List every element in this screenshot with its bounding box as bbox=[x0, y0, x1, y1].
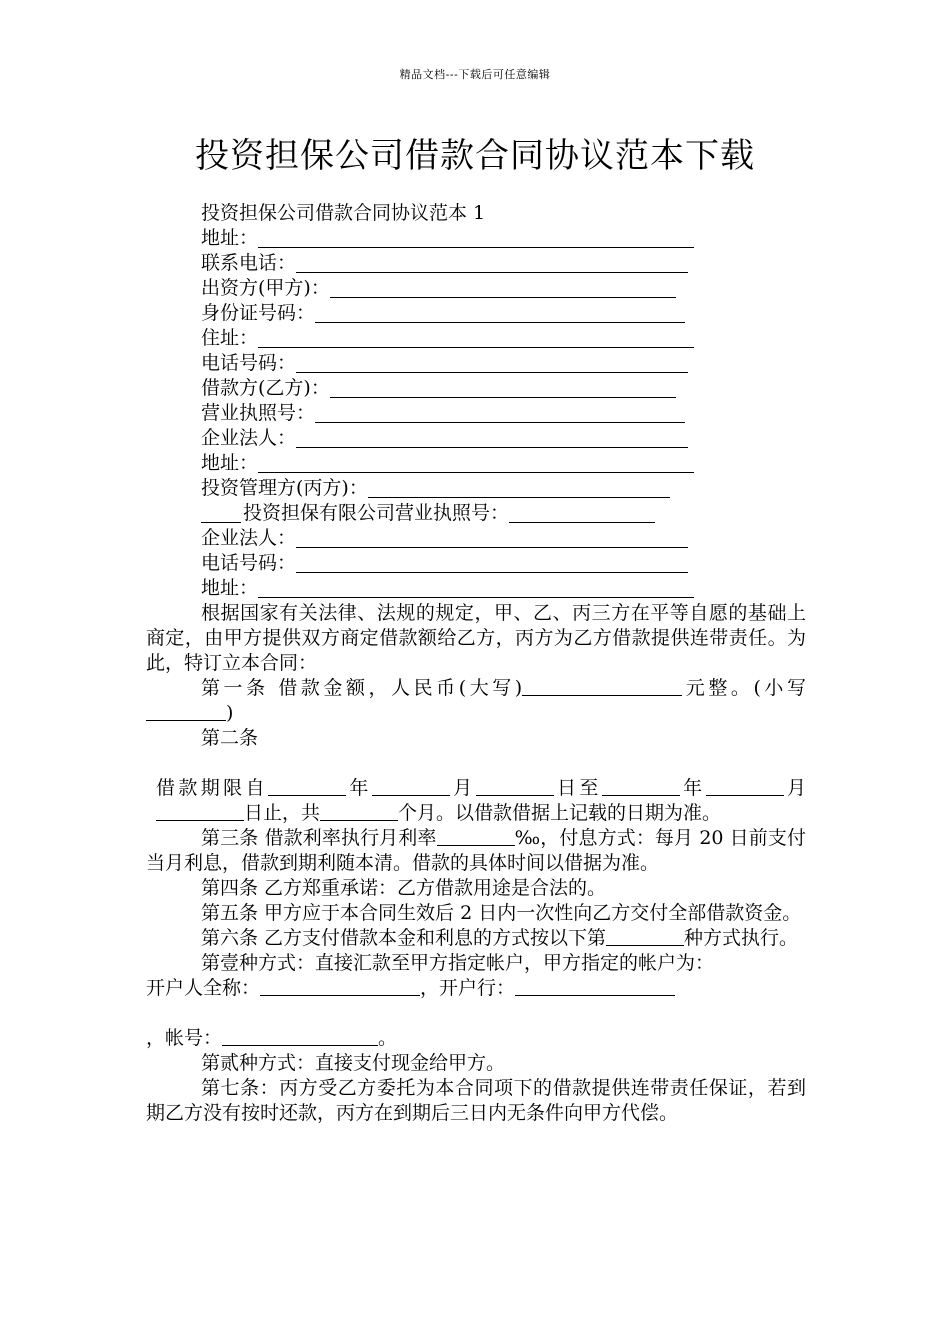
article-2-text: 日至 bbox=[553, 777, 602, 799]
article-2-text: 月 bbox=[783, 777, 806, 799]
article-2-text: 年 bbox=[345, 777, 372, 799]
field-label: 地址： bbox=[201, 577, 259, 599]
blank-line bbox=[296, 253, 688, 273]
article-1-text: ) bbox=[226, 702, 234, 724]
spacer bbox=[146, 1001, 806, 1026]
blank-line bbox=[296, 553, 688, 573]
account-holder-line bbox=[146, 976, 806, 1001]
method-1: 第壹种方式：直接汇款至甲方指定帐户，甲方指定的帐户为： bbox=[201, 952, 715, 974]
blank-line bbox=[258, 228, 694, 248]
blank-line bbox=[320, 802, 398, 821]
field-label: 地址： bbox=[201, 452, 259, 474]
blank-line bbox=[606, 927, 684, 946]
article-7: 第七条：丙方受乙方委托为本合同项下的借款提供连带责任保证，若到期乙方没有按时还款，丙方在到期后三日内无条件向甲方代偿。 bbox=[146, 1077, 806, 1124]
field-label: 投资管理方(丙方)： bbox=[201, 477, 368, 499]
account-text: ，帐号： bbox=[146, 1027, 223, 1049]
blank-line bbox=[201, 503, 241, 523]
field-id-number bbox=[201, 301, 806, 326]
field-legal-rep-c bbox=[201, 526, 806, 551]
field-party-a bbox=[201, 276, 806, 301]
subtitle-text: 投资担保公司借款合同协议范本 1 bbox=[201, 202, 486, 224]
field-label: 营业执照号： bbox=[201, 402, 316, 424]
blank-line bbox=[315, 303, 685, 323]
blank-line bbox=[146, 702, 226, 721]
field-address bbox=[201, 226, 806, 251]
article-2-text: 月 bbox=[449, 777, 476, 799]
article-6-text: 种方式执行。 bbox=[684, 927, 799, 949]
blank-line bbox=[258, 578, 694, 598]
blank-line bbox=[372, 777, 450, 796]
article-1-text: 第一条 借款金额，人民币(大写) bbox=[201, 677, 523, 699]
article-2 bbox=[146, 776, 806, 826]
field-contact-phone bbox=[201, 251, 806, 276]
article-6-text: 第六条 乙方支付借款本金和利息的方式按以下第 bbox=[201, 927, 607, 949]
article-4: 第四条 乙方郑重承诺：乙方借款用途是合法的。 bbox=[201, 877, 607, 899]
blank-line bbox=[330, 378, 676, 398]
field-label: 电话号码： bbox=[201, 552, 297, 574]
field-address-b bbox=[201, 451, 806, 476]
blank-line bbox=[222, 1027, 378, 1046]
blank-line bbox=[296, 428, 688, 448]
field-label: 出资方(甲方)： bbox=[201, 277, 330, 299]
blank-line bbox=[437, 827, 515, 846]
contract-subtitle bbox=[201, 198, 806, 226]
spacer bbox=[146, 751, 806, 776]
field-label: 借款方(乙方)： bbox=[201, 377, 330, 399]
article-3 bbox=[146, 826, 806, 876]
field-party-b bbox=[201, 376, 806, 401]
field-label: 企业法人： bbox=[201, 427, 297, 449]
field-business-license bbox=[201, 401, 806, 426]
article-1-text: 元整。(小写 bbox=[682, 677, 806, 699]
field-label: 投资担保有限公司营业执照号： bbox=[243, 502, 510, 524]
article-5: 第五条 甲方应于本合同生效后 2 日内一次性向乙方交付全部借款资金。 bbox=[201, 902, 802, 924]
field-party-c bbox=[201, 476, 806, 501]
account-text: ，开户行： bbox=[420, 977, 516, 999]
blank-line bbox=[509, 503, 655, 523]
field-address-c bbox=[201, 576, 806, 601]
blank-line bbox=[330, 278, 676, 298]
field-label: 住址： bbox=[201, 327, 259, 349]
blank-line bbox=[156, 802, 244, 821]
blank-line bbox=[296, 528, 688, 548]
field-label: 身份证号码： bbox=[201, 302, 316, 324]
party-info-block bbox=[146, 198, 806, 601]
document-body bbox=[146, 198, 806, 1126]
account-text: 。 bbox=[378, 1027, 398, 1049]
blank-line bbox=[315, 403, 685, 423]
field-label: 电话号码： bbox=[201, 352, 297, 374]
blank-line bbox=[368, 478, 670, 498]
article-3-text: ‰，付息方式：每月 20 日前支付当月利息，借款到期利随本清。借款的具体时间以借据为准。 bbox=[146, 827, 806, 874]
article-1 bbox=[146, 676, 806, 726]
blank-line bbox=[296, 353, 688, 373]
article-6 bbox=[146, 926, 806, 951]
article-2-text: 年 bbox=[679, 777, 706, 799]
field-label: 地址： bbox=[201, 227, 259, 249]
account-number-line bbox=[146, 1026, 806, 1051]
article-2-text: 借款期限自 bbox=[156, 777, 268, 799]
blank-line bbox=[515, 977, 675, 996]
blank-line bbox=[706, 777, 784, 796]
document-title: 投资担保公司借款合同协议范本下载 bbox=[195, 136, 755, 176]
account-text: 开户人全称： bbox=[146, 977, 261, 999]
article-3-text: 第三条 借款利率执行月利率 bbox=[201, 827, 437, 849]
blank-line bbox=[602, 777, 680, 796]
article-2-heading: 第二条 bbox=[201, 727, 259, 749]
header-note: 精品文档---下载后可任意编辑 bbox=[399, 68, 551, 81]
article-2-text: 日止，共 bbox=[244, 802, 321, 824]
field-residence bbox=[201, 326, 806, 351]
blank-line bbox=[476, 777, 554, 796]
blank-line bbox=[260, 977, 420, 996]
blank-line bbox=[258, 328, 694, 348]
method-2: 第贰种方式：直接支付现金给甲方。 bbox=[201, 1052, 506, 1074]
field-label: 联系电话： bbox=[201, 252, 297, 274]
field-legal-rep bbox=[201, 426, 806, 451]
article-2-text: 个月。以借款借据上记载的日期为准。 bbox=[398, 802, 722, 824]
field-label: 企业法人： bbox=[201, 527, 297, 549]
blank-line bbox=[258, 453, 694, 473]
blank-line bbox=[522, 677, 682, 696]
blank-line bbox=[268, 777, 346, 796]
intro-paragraph: 根据国家有关法律、法规的规定，甲、乙、丙三方在平等自愿的基础上商定，由甲方提供双方商定借款额给乙方，丙方为乙方借款提供连带责任。为此，特订立本合同： bbox=[146, 602, 806, 674]
field-phone bbox=[201, 351, 806, 376]
field-phone-c bbox=[201, 551, 806, 576]
field-guarantee-license bbox=[201, 501, 806, 526]
